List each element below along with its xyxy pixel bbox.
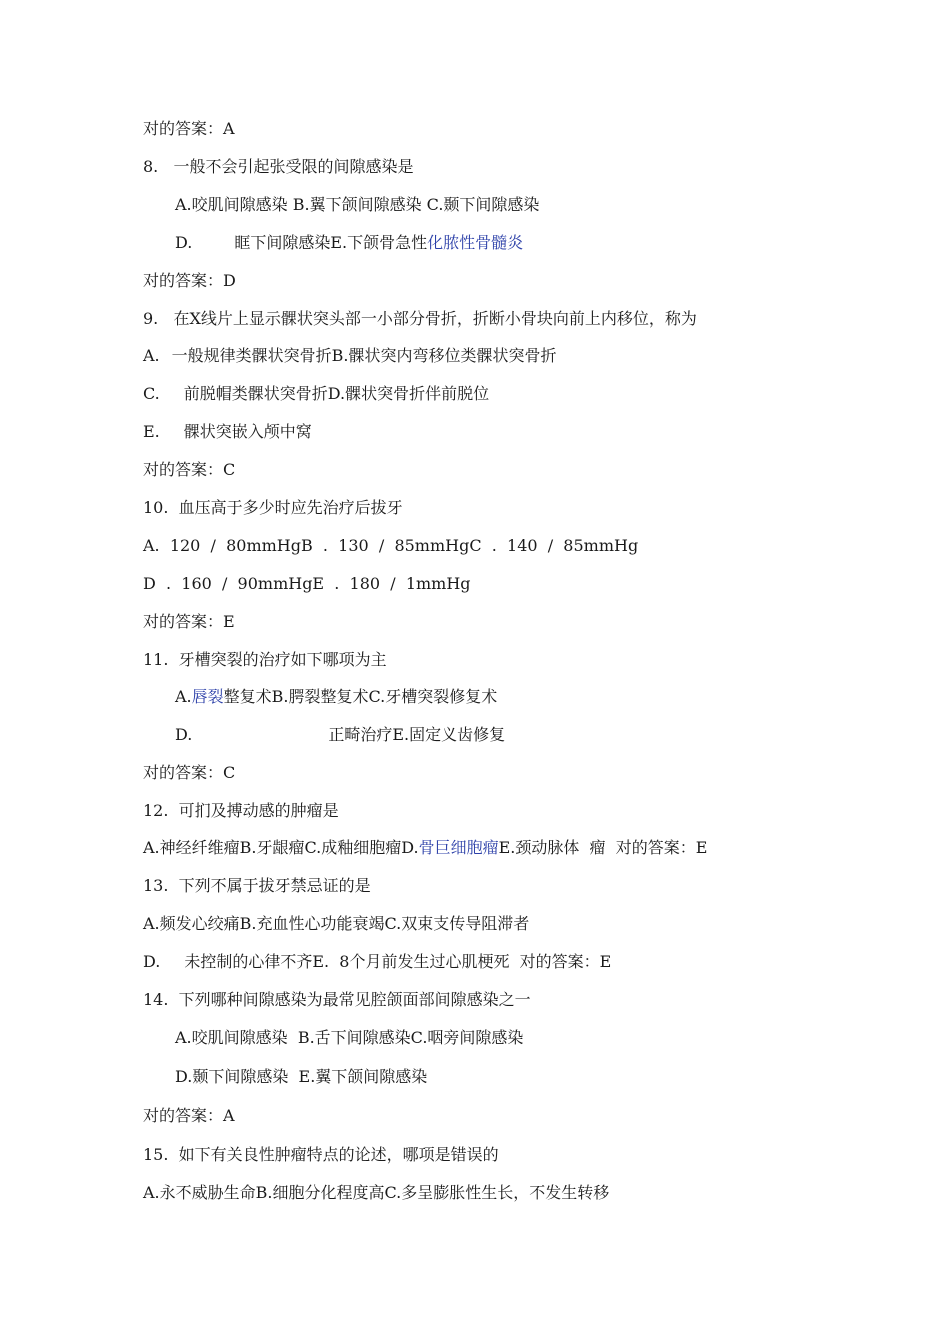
options-13-a-c: A.频发心绞痛B.充血性心功能衰竭C.双束支传导阻滞者 bbox=[143, 914, 530, 933]
question-9: 9. 在X线片上显示髁状突头部一小部分骨折，折断小骨块向前上内移位，称为 bbox=[143, 309, 697, 328]
options-11-d-e bbox=[175, 724, 505, 746]
option-text: A.神经纤维瘤B.牙龈瘤C.成釉细胞瘤D. bbox=[143, 838, 419, 857]
question-15: 15. 如下有关良性肿瘤特点的论述，哪项是错误的 bbox=[143, 1145, 499, 1164]
options-8-d-e bbox=[175, 232, 523, 254]
answer-line: 对的答案：A bbox=[143, 1106, 235, 1125]
question-11: 11. 牙槽突裂的治疗如下哪项为主 bbox=[143, 650, 387, 669]
option-text: 髁状突嵌入颅中窝 bbox=[183, 422, 312, 441]
options-12 bbox=[143, 837, 707, 859]
option-text: 正畸治疗E.固定义齿修复 bbox=[328, 725, 506, 744]
options-15-a-c: A.永不威胁生命B.细胞分化程度高C.多呈膨胀性生长，不发生转移 bbox=[143, 1183, 610, 1202]
answer-line: 对的答案：C bbox=[143, 460, 236, 479]
option-label: E. bbox=[143, 422, 160, 441]
term-link[interactable]: 骨巨细胞瘤 bbox=[418, 838, 499, 857]
option-label: D. bbox=[143, 952, 161, 971]
question-12: 12. 可扪及搏动感的肿瘤是 bbox=[143, 801, 339, 820]
answer-line: 对的答案：E bbox=[143, 612, 235, 631]
question-14: 14. 下列哪种间隙感染为最常见腔颌面部间隙感染之一 bbox=[143, 990, 531, 1009]
question-8: 8. 一般不会引起张受限的间隙感染是 bbox=[143, 157, 414, 176]
option-label: D. bbox=[175, 233, 193, 252]
options-11-a-c bbox=[175, 686, 497, 708]
options-9-a-b bbox=[143, 345, 557, 367]
options-13-d-e bbox=[143, 951, 611, 973]
option-text: 一般规律类髁状突骨折B.髁状突内弯移位类髁状突骨折 bbox=[171, 346, 557, 365]
term-link[interactable]: 化脓性骨髓炎 bbox=[427, 233, 524, 252]
option-text: E.颈动脉体 瘤 对的答案：E bbox=[498, 838, 708, 857]
question-10: 10. 血压高于多少时应先治疗后拔牙 bbox=[143, 498, 403, 517]
option-label: A. bbox=[175, 687, 192, 706]
option-label: A. bbox=[143, 346, 160, 365]
options-14-d-e: D.颞下间隙感染 E.翼下颌间隙感染 bbox=[175, 1067, 428, 1086]
options-9-c-d bbox=[143, 383, 489, 405]
answer-line: 对的答案：C bbox=[143, 763, 236, 782]
option-label: D. bbox=[175, 725, 193, 744]
option-text: 整复术B.腭裂整复术C.牙槽突裂修复术 bbox=[223, 687, 498, 706]
option-text: 眶下间隙感染E.下颌骨急性 bbox=[234, 233, 428, 252]
answer-line: 对的答案：D bbox=[143, 271, 236, 290]
answer-line: 对的答案：A bbox=[143, 119, 235, 138]
option-label: C. bbox=[143, 384, 160, 403]
options-14-a-c: A.咬肌间隙感染 B.舌下间隙感染C.咽旁间隙感染 bbox=[175, 1028, 524, 1047]
options-9-e bbox=[143, 421, 312, 443]
term-link[interactable]: 唇裂 bbox=[191, 687, 224, 706]
options-8-a-c: A.咬肌间隙感染 B.翼下颌间隙感染 C.颞下间隙感染 bbox=[175, 195, 540, 214]
options-10-a-c: A. 120 / 80mmHgB . 130 / 85mmHgC . 140 / 85mmHg bbox=[143, 536, 639, 555]
question-13: 13. 下列不属于拔牙禁忌证的是 bbox=[143, 876, 371, 895]
option-text: 前脱帽类髁状突骨折D.髁状突骨折伴前脱位 bbox=[183, 384, 490, 403]
options-10-d-e: D . 160 / 90mmHgE . 180 / 1mmHg bbox=[143, 574, 471, 593]
option-text: 未控制的心律不齐E. 8个月前发生过心肌梗死 对的答案：E bbox=[184, 952, 612, 971]
